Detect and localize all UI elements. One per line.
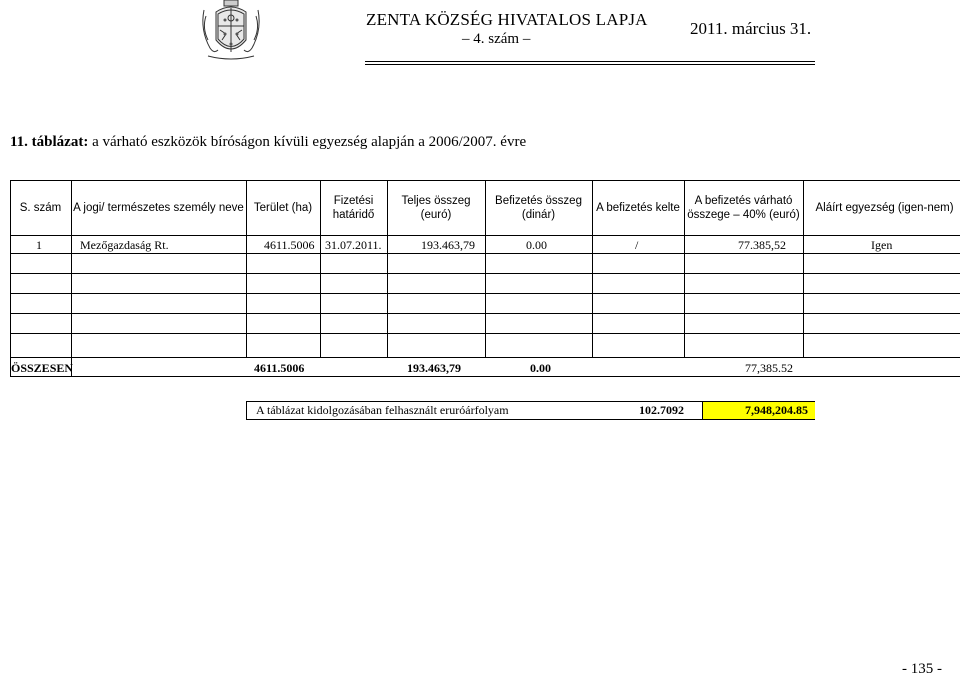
totals-label: ÖSSZESEN [11,361,74,375]
column-header: Terület (ha) [253,201,313,214]
column-header: S. szám [19,201,62,214]
table-heading-text: a várható eszközök bíróságon kívüli egyezség alapján a 2006/2007. évre [88,134,527,150]
exchange-rate-label: A táblázat kidolgozásában felhasznált eruróárfolyam [256,403,509,417]
issue-number: – 4. szám – [462,31,531,47]
exchange-rate-row [246,401,815,420]
row-area: 4611.5006 [264,238,315,252]
row-name: Mezőgazdaság Rt. [80,238,169,252]
row-expected-eur: 77.385,52 [738,238,786,252]
column-header: A jogi/ természetes személy neve [73,201,244,214]
row-number: 1 [36,238,42,252]
header-rule [365,64,815,65]
converted-total-cell [702,402,815,419]
assets-table [10,180,960,377]
column-header: Teljes összeg (euró) [401,194,471,221]
column-header: Fizetési határidő [332,194,375,221]
column-header: A befizetés várható összege – 40% (euró) [687,194,800,221]
column-header: Befizetés összeg (dinár) [495,194,582,221]
row-total-eur: 193.463,79 [421,238,475,252]
totals-expected-eur: 77,385.52 [745,361,793,375]
row-deadline: 31.07.2011. [325,238,382,252]
column-header: A befizetés kelte [596,201,680,214]
table-heading-number: 11. táblázat: [10,134,89,150]
converted-total: 7,948,204.85 [745,403,808,417]
totals-paid-din: 0.00 [530,361,551,375]
journal-title: ZENTA KÖZSÉG HIVATALOS LAPJA [366,10,648,29]
totals-area: 4611.5006 [254,361,305,375]
page-number: - 135 - [902,661,942,677]
exchange-rate-value: 102.7092 [639,403,684,417]
issue-date: 2011. március 31. [690,19,812,38]
row-signed: Igen [871,238,893,252]
row-paid-din: 0.00 [526,238,547,252]
totals-total-eur: 193.463,79 [407,361,461,375]
column-header: Aláírt egyezség (igen-nem) [815,201,954,214]
table-heading [10,134,526,151]
coat-of-arms-icon [196,0,266,62]
row-paid-date: / [635,238,639,252]
header-rule [365,61,815,62]
